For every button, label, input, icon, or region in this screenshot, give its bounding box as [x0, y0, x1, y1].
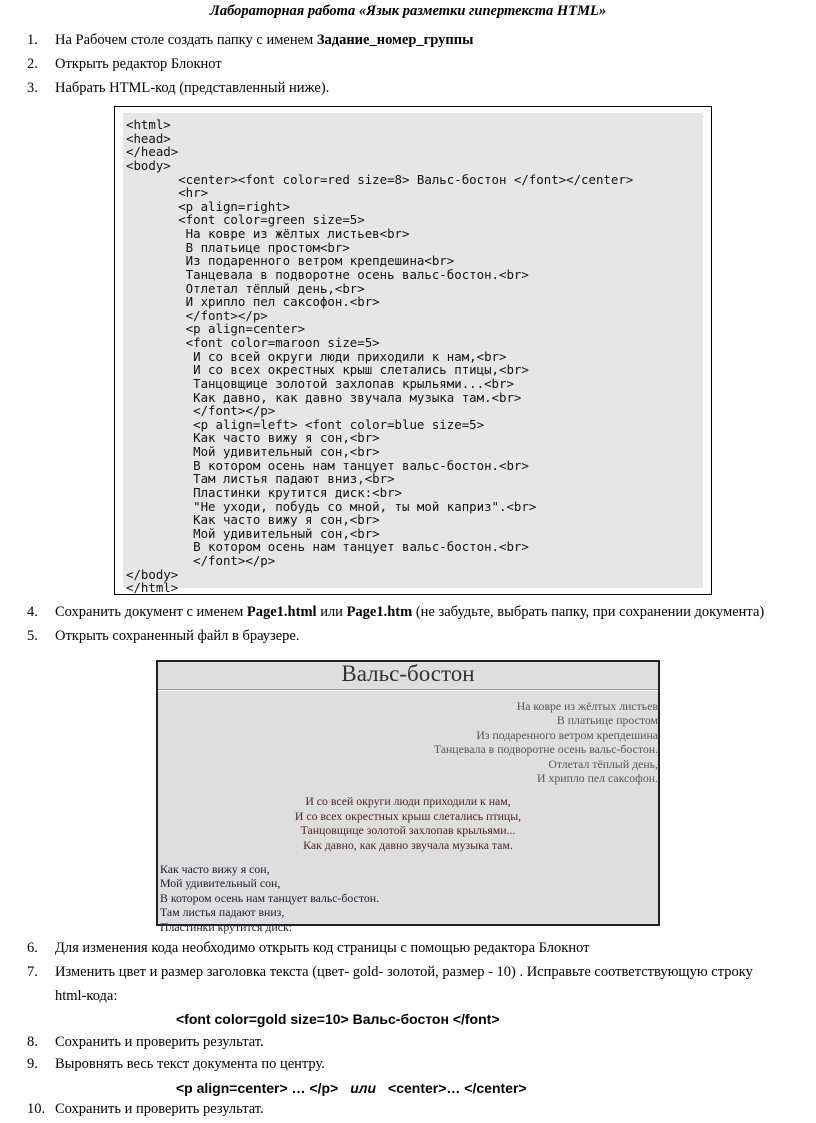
preview-divider: [158, 689, 658, 691]
preview-left-block: [158, 862, 658, 934]
step-text: Открыть редактор Блокнот: [55, 56, 222, 72]
step-number: 4.: [27, 604, 38, 620]
preview-line: Танцовщице золотой захлопав крыльями...: [300, 823, 516, 838]
step-6: [27, 940, 589, 957]
step-9: [27, 1056, 325, 1073]
preview-right-block: [158, 699, 658, 785]
preview-line: И со всей округи люди приходили к нам,: [305, 794, 511, 809]
code-gold-line: <font color=gold size=10> Вальс-бостон </font>: [176, 1011, 500, 1027]
step-number: 10.: [27, 1101, 46, 1117]
browser-preview: [156, 660, 660, 934]
step-number: 9.: [27, 1056, 38, 1072]
step-10: [27, 1101, 264, 1118]
preview-line: Там листья падают вниз,: [160, 905, 285, 920]
step-text: Набрать HTML-код (представленный ниже).: [55, 80, 330, 96]
step-number: 8.: [27, 1034, 38, 1050]
step-3: [27, 80, 329, 97]
preview-line: Из подаренного ветром крепдешина: [476, 727, 658, 742]
preview-line: Отлетал тёплый день,: [548, 756, 658, 771]
step-number: 5.: [27, 628, 38, 644]
preview-line: На ковре из жёлтых листьев: [516, 699, 658, 713]
step-text: Сохранить документ с именем: [55, 604, 247, 620]
step-text: Открыть сохраненный файл в браузере.: [55, 628, 300, 644]
step-number: 7.: [27, 964, 38, 980]
preview-line: В платьице простом: [556, 713, 658, 728]
step-1: [27, 32, 473, 49]
step-text: Сохранить и проверить результат.: [55, 1101, 264, 1117]
step-text: Изменить цвет и размер заголовка текста (цвет- gold- золотой, размер - 10) . Исправьте соответствующую строку: [55, 964, 753, 980]
code-listing: <html> <head> </head> <body> <center><font color=red size=8> Вальс-бостон </font></center> <hr> <p align=right> <font color=green size=5> На ковре из жёлтых листьев<br> В платьице простом<br> Из подаренного ветром крепдешина<br> Танцевала в подворотне осень вальс-бостон.<br> Отлетал тёплый день,<br> И хрипло пел саксофон.<br> </font></p> <p align=center> <font color=maroon size=5> И со всей округи люди приходили к нам,<br> И со всех окрестных крыш слетались птицы,<br> Танцовщице золотой захлопав крыльями...<br> Как давно, как давно звучала музыка там.<br> </font></p> <p align=left> <font color=blue size=5> Как часто вижу я сон,<br> Мой удивительный сон,<br> В котором осень нам танцует вальс-бостон.<br> Там листья падают вниз,<br> Пластинки крутится диск:<br> "Не уходи, побудь со мной, ты мой каприз".<br> Как часто вижу я сон,<br> Мой удивительный сон,<br> В котором осень нам танцует вальс-бостон.<br> </font></p> </body> </html>: [126, 117, 634, 596]
preview-line: Мой удивительный сон,: [160, 876, 281, 891]
preview-line: И со всех окрестных крыш слетались птицы,: [294, 808, 522, 823]
step-text: Для изменения кода необходимо открыть код страницы с помощью редактора Блокнот: [55, 940, 590, 956]
step-8: [27, 1034, 264, 1051]
folder-name: Задание_номер_группы: [316, 32, 474, 48]
step-text: Сохранить и проверить результат.: [55, 1034, 264, 1050]
code-listing-box: [123, 113, 703, 596]
code-center-tag: <center>… </center>: [388, 1080, 527, 1096]
step-2: [27, 56, 222, 73]
preview-line: Танцевала в подворотне осень вальс-бостон.: [433, 742, 658, 757]
preview-line: Пластинки крутится диск:: [160, 919, 292, 934]
preview-line: В котором осень нам танцует вальс-бостон.: [160, 890, 380, 905]
step-text: На Рабочем столе создать папку с именем: [55, 32, 317, 48]
step-text: Выровнять весь текст документа по центру.: [55, 1056, 325, 1072]
file-name-html: Page1.html: [246, 604, 317, 620]
code-center-or: или: [350, 1080, 377, 1096]
preview-line: Как давно, как давно звучала музыка там.: [303, 837, 513, 852]
step-number: 3.: [27, 80, 38, 96]
step-text: (не забудьте, выбрать папку, при сохранении документа): [412, 604, 765, 620]
step-7-continuation: html-кода:: [55, 988, 118, 1004]
file-name-htm: Page1.htm: [346, 604, 413, 620]
preview-center-block: [158, 794, 658, 852]
step-number: 1.: [27, 32, 38, 48]
step-5: [27, 628, 300, 645]
preview-title: Вальс-бостон: [341, 661, 475, 686]
page-title: Лабораторная работа «Язык разметки гипертекста HTML»: [209, 3, 607, 19]
step-4: [27, 604, 764, 621]
preview-line: Как часто вижу я сон,: [160, 862, 270, 877]
preview-line: И хрипло пел саксофон.: [536, 771, 658, 786]
step-text: или: [316, 604, 347, 620]
code-center-p: <p align=center> … </p>: [176, 1080, 339, 1096]
step-number: 2.: [27, 56, 38, 72]
step-number: 6.: [27, 940, 38, 956]
code-listing-frame: [114, 106, 712, 595]
code-center-line: [176, 1080, 527, 1096]
step-7: [27, 964, 753, 981]
